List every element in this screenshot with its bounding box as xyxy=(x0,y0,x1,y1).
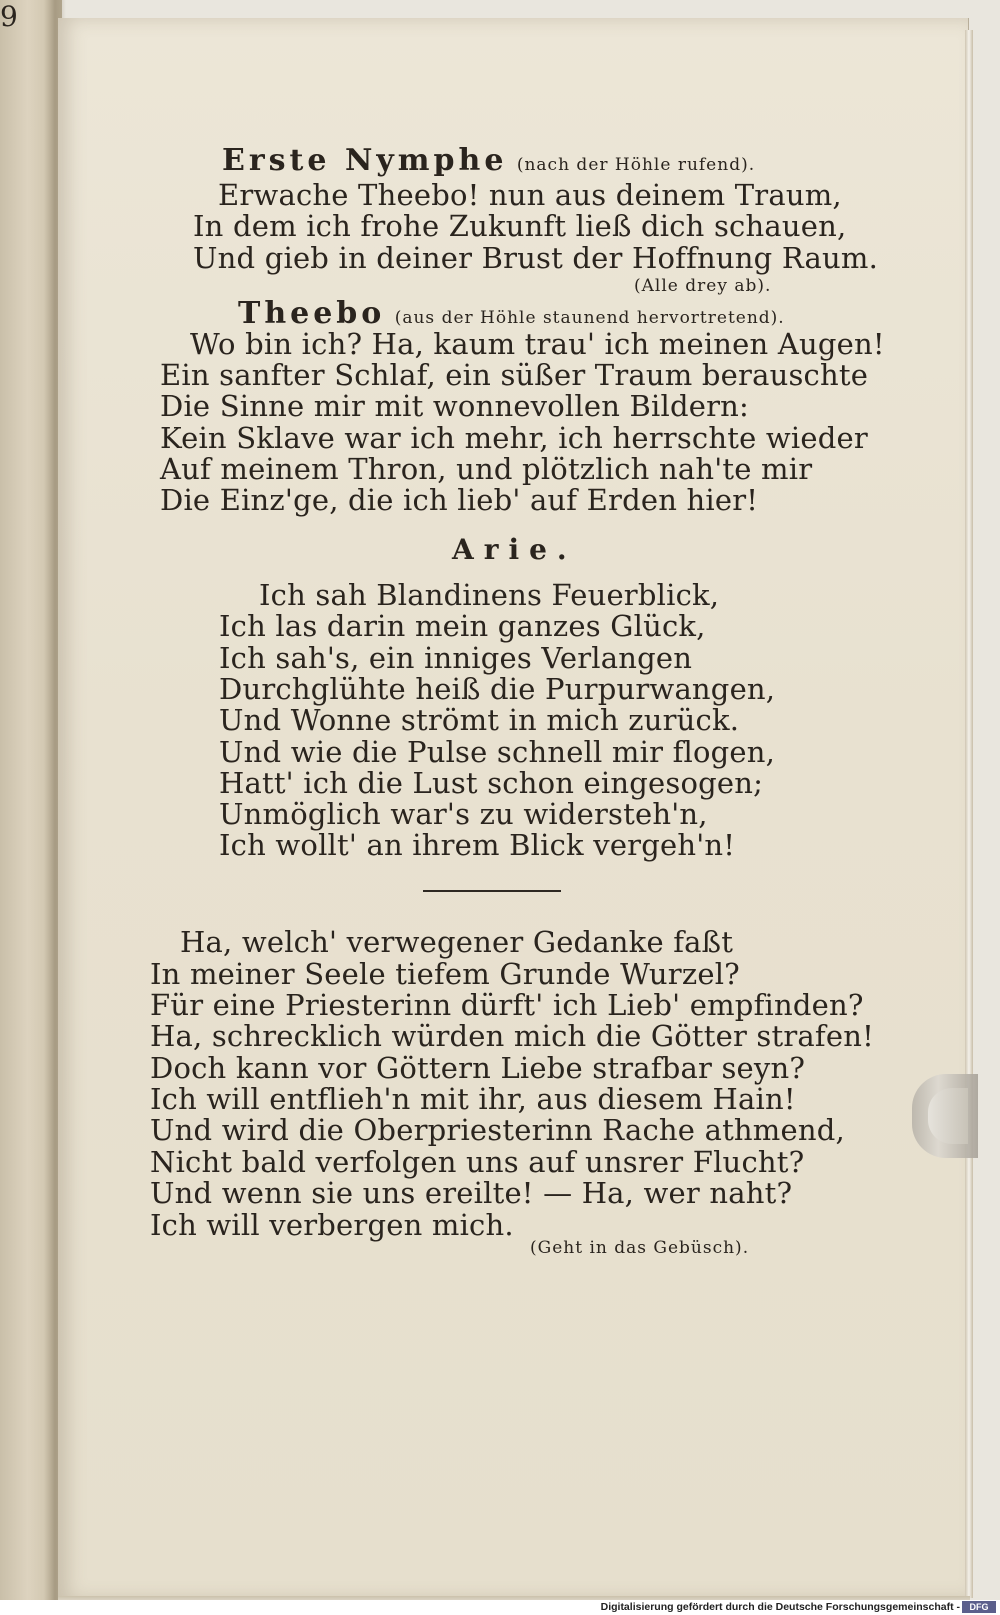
aria-line: Ich wollt' an ihrem Blick vergeh'n! xyxy=(219,828,736,862)
aria-heading: Arie. xyxy=(452,533,577,566)
page-clip-inner xyxy=(928,1088,968,1144)
dfg-logo: DFG xyxy=(962,1601,996,1613)
verse-line: Doch kann vor Göttern Liebe strafbar seyn? xyxy=(150,1051,806,1085)
verse-line: Ha, welch' verwegener Gedanke faßt xyxy=(180,925,734,959)
section-divider xyxy=(423,890,561,892)
verse-line: Ich will entflieh'n mit ihr, aus diesem Hain! xyxy=(150,1082,796,1116)
aria-line: Und Wonne strömt in mich zurück. xyxy=(219,703,740,737)
aria-line: Ich las darin mein ganzes Glück, xyxy=(219,609,706,643)
page-number: 9 xyxy=(0,0,18,33)
verse-line: Und wird die Oberpriesterinn Rache athmend, xyxy=(150,1113,845,1147)
exit-direction: (Alle drey ab). xyxy=(634,276,772,296)
verse-line: Erwache Theebo! nun aus deinem Traum, xyxy=(218,178,842,212)
aria-line: Ich sah's, ein inniges Verlangen xyxy=(219,641,693,675)
exit-direction: (Geht in das Gebüsch). xyxy=(530,1238,750,1258)
verse-line: Kein Sklave war ich mehr, ich herrschte wieder xyxy=(160,421,868,455)
verse-line: Ha, schrecklich würden mich die Götter strafen! xyxy=(150,1019,874,1053)
verse-line: Auf meinem Thron, und plötzlich nah'te mir xyxy=(160,452,813,486)
verse-line: In dem ich frohe Zukunft ließ dich schauen, xyxy=(193,209,847,243)
verse-line: Ich will verbergen mich. xyxy=(150,1208,514,1242)
verse-line: Ein sanfter Schlaf, ein süßer Traum berauschte xyxy=(160,358,869,392)
verse-line: Die Sinne mir mit wonnevollen Bildern: xyxy=(160,389,750,423)
verse-line: In meiner Seele tiefem Grunde Wurzel? xyxy=(150,957,740,991)
speaker-name: Erste Nymphe xyxy=(222,143,508,178)
verse-line: Und wenn sie uns ereilte! — Ha, wer naht? xyxy=(150,1176,793,1210)
verse-line: Wo bin ich? Ha, kaum trau' ich meinen Augen! xyxy=(190,327,885,361)
stage-direction: (nach der Höhle rufend). xyxy=(516,155,756,175)
verse-line: Die Einz'ge, die ich lieb' auf Erden hier! xyxy=(160,483,759,517)
aria-line: Ich sah Blandinens Feuerblick, xyxy=(259,578,720,612)
verse-line: Für eine Priesterinn dürft' ich Lieb' empfinden? xyxy=(150,988,864,1022)
digitization-credit: Digitalisierung gefördert durch die Deutsche Forschungsgemeinschaft - xyxy=(600,1601,960,1613)
verse-line: Und gieb in deiner Brust der Hoffnung Raum. xyxy=(193,241,879,275)
aria-line: Und wie die Pulse schnell mir flogen, xyxy=(219,735,776,769)
verse-line: Nicht bald verfolgen uns auf unsrer Flucht? xyxy=(150,1145,805,1179)
page-fore-edge xyxy=(965,30,973,1598)
speaker-line-1 xyxy=(222,143,755,182)
aria-line: Unmöglich war's zu widersteh'n, xyxy=(219,797,708,831)
speaker-name: Theebo xyxy=(238,296,386,331)
aria-line: Hatt' ich die Lust schon eingesogen; xyxy=(219,766,764,800)
aria-line: Durchglühte heiß die Purpurwangen, xyxy=(219,672,776,706)
stage-direction: (aus der Höhle staunend hervortretend). xyxy=(394,308,785,328)
